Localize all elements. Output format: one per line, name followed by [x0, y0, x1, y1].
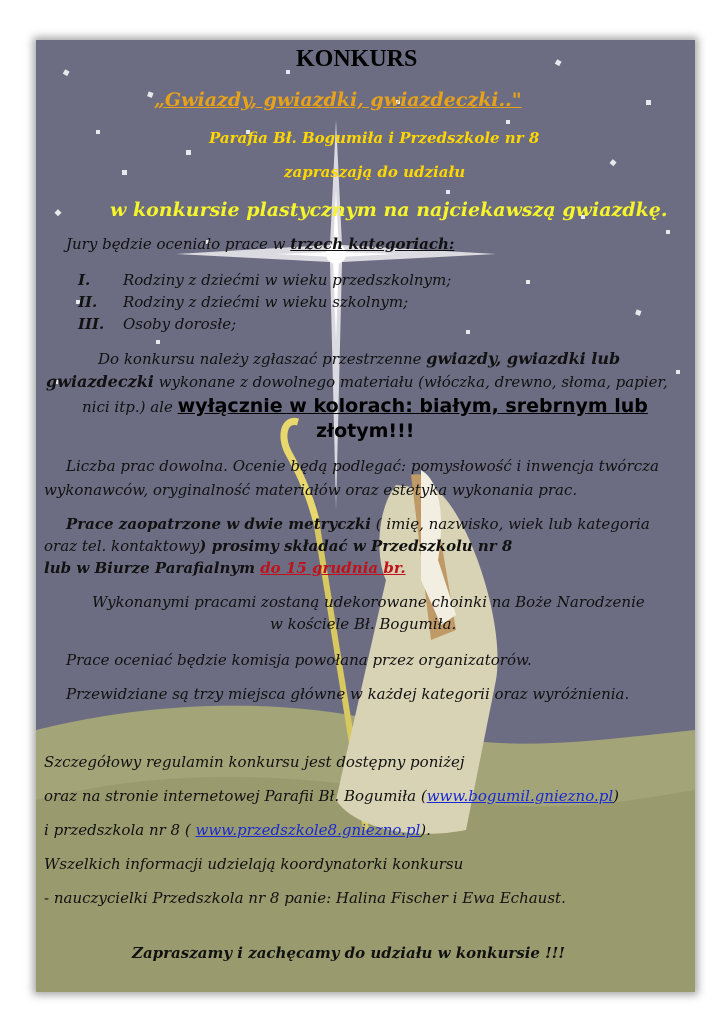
rules-line-1: Do konkursu należy zgłaszać przestrzenne gwiazdy, gwiazdki lub	[98, 349, 621, 368]
rules-line-4: złotym!!!	[316, 420, 415, 442]
category-item-2: II. Rodziny z dziećmi w wieku szkolnym;	[78, 293, 409, 311]
submit-line-2: oraz tel. kontaktowy) prosimy składać w Przedszkolu nr 8	[44, 537, 513, 555]
contest-description: w konkursie plastycznym na najciekawszą gwiazdkę.	[110, 199, 668, 221]
contest-name: „Gwiazdy, gwiazdki, gwiazdeczki.."	[154, 89, 522, 111]
closing-invitation: Zapraszamy i zachęcamy do udziału w konkursie !!!	[132, 944, 565, 962]
invitation: zapraszają do udziału	[284, 163, 466, 181]
details-line-5: - nauczycielki Przedszkola nr 8 panie: Halina Fischer i Ewa Echaust.	[44, 889, 566, 907]
deadline: do 15 grudnia br.	[260, 559, 406, 577]
details-line-4: Wszelkich informacji udzielają koordynatorki konkursu	[44, 855, 464, 873]
committee-note: Prace oceniać będzie komisja powołana przez organizatorów.	[66, 651, 532, 669]
rules-line-3: nici itp.) ale wyłącznie w kolorach: białym, srebrnym lub	[82, 395, 648, 417]
parish-website-link[interactable]: www.bogumil.gniezno.pl	[426, 787, 614, 805]
decoration-line-1: Wykonanymi pracami zostaną udekorowane choinki na Boże Narodzenie	[92, 593, 645, 611]
submit-line-1: Prace zaopatrzone w dwie metryczki ( imię, nazwisko, wiek lub kategoria	[66, 515, 650, 533]
count-line-1: Liczba prac dowolna. Ocenie będą podlegać: pomysłowość i inwencja twórcza	[66, 457, 659, 475]
decoration-line-2: w kościele Bł. Bogumiła.	[270, 615, 457, 633]
details-line-2: oraz na stronie internetowej Parafii Bł. Bogumiła (www.bogumil.gniezno.pl)	[44, 787, 620, 805]
jury-line: Jury będzie oceniało prace w trzech kategoriach:	[66, 235, 455, 253]
details-line-3: i przedszkola nr 8 ( www.przedszkole8.gniezno.pl).	[44, 821, 431, 839]
rules-line-2: gwiazdeczki wykonane z dowolnego materiału (włóczka, drewno, słoma, papier,	[46, 372, 668, 391]
category-item-1: I. Rodziny z dziećmi w wieku przedszkolnym;	[78, 271, 452, 289]
submit-line-3: lub w Biurze Parafialnym do 15 grudnia br.	[44, 559, 406, 577]
prizes-note: Przewidziane są trzy miejsca główne w każdej kategorii oraz wyróżnienia.	[66, 685, 630, 703]
poster	[36, 40, 695, 992]
category-item-3: III. Osoby dorosłe;	[78, 315, 237, 333]
organizers: Parafia Bł. Bogumiła i Przedszkole nr 8	[209, 129, 540, 147]
details-line-1: Szczegółowy regulamin konkursu jest dostępny poniżej	[44, 753, 465, 771]
kindergarten-website-link[interactable]: www.przedszkole8.gniezno.pl	[195, 821, 421, 839]
page-title: KONKURS	[296, 46, 418, 72]
count-line-2: wykonawców, oryginalność materiałów oraz estetyka wykonania prac.	[44, 481, 578, 499]
